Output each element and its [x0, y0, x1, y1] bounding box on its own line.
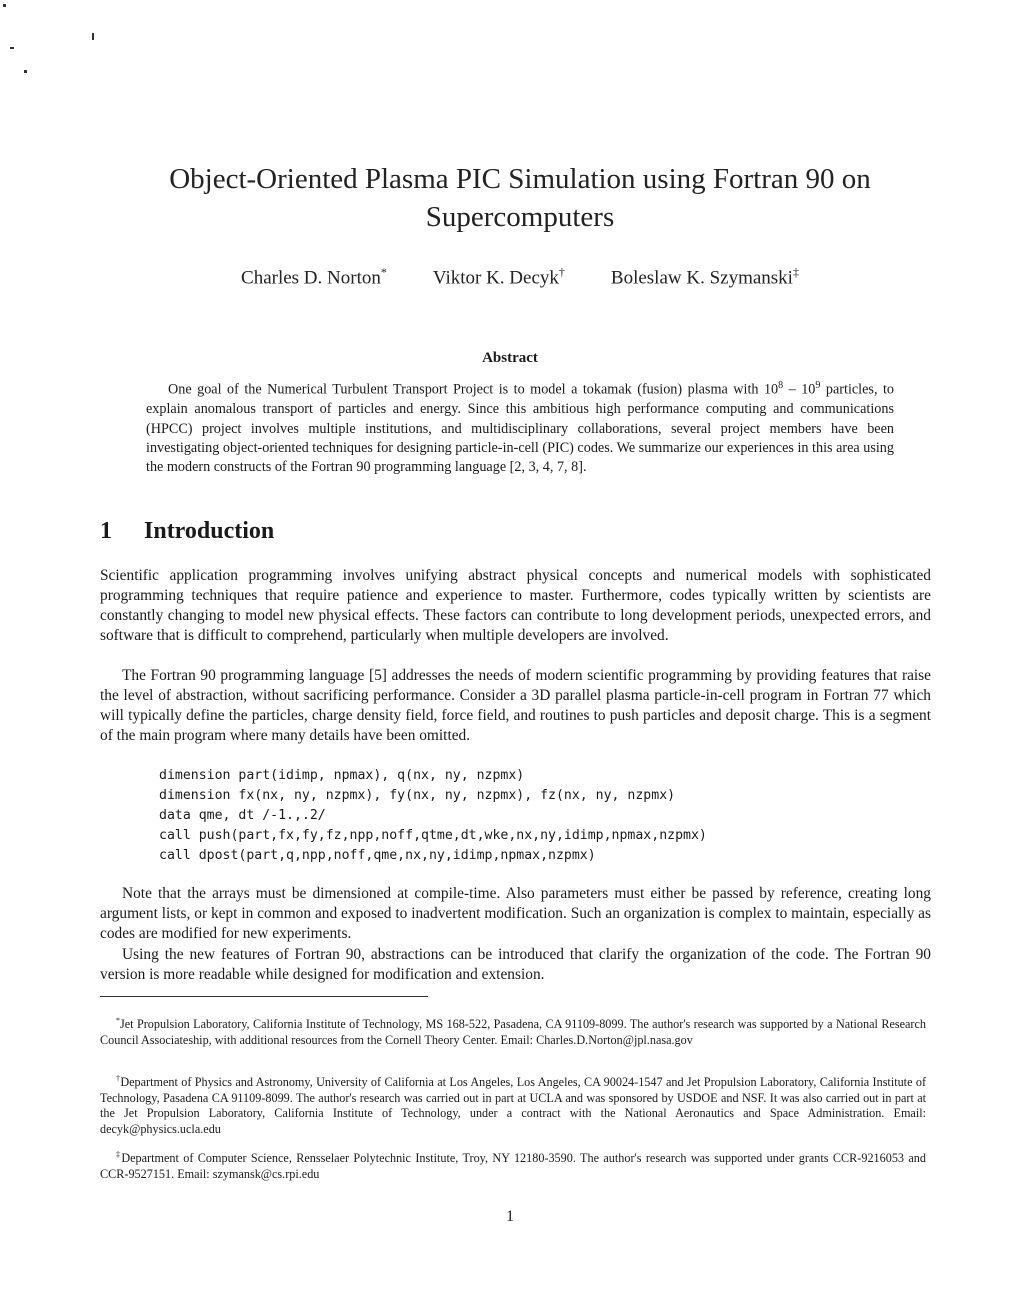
footnote-text: Department of Physics and Astronomy, University of California at Los Angeles, Los Angeles, CA 90024-1547 and Jet Propulsion Laboratory, California Institute of Technology, Pasadena CA 91109-8099. The author's research was carried out in part at UCLA and was sponsored by USDOE and NSF. It was also carried out in part at the Jet Propulsion Laboratory, California Institute of Technology, under a contract with the National Aeronautics and Space Administration. Email: decyk@physics.ucla.edu — [100, 1075, 926, 1136]
footnote-mark: † — [116, 1074, 121, 1083]
code-line: call push(part,fx,fy,fz,npp,noff,qtme,dt,wke,nx,ny,idimp,npmax,nzpmx) — [159, 828, 707, 843]
author-mark: ‡ — [792, 265, 799, 279]
paragraph-4: Using the new features of Fortran 90, abstractions can be introduced that clarify the organization of the code. The Fortran 90 version is more readable while designed for modification and extension. — [100, 946, 931, 983]
author-norton — [241, 265, 387, 289]
section-title: Introduction — [144, 518, 275, 544]
abstract-exponent: 9 — [815, 380, 821, 391]
abstract-segment: particles, to explain anomalous transport of particles and energy. Since this ambitious high performance computing and communications (HPCC) project involves multiple institutions, and multidisciplinary collaborations, several project members have been investigating object-oriented techniques for designing particle-in-cell (PIC) codes. We summarize our experiences in this area using the modern constructs of the Fortran 90 programming language [2, 3, 4, 7, 8]. — [146, 381, 895, 476]
footnote-decyk — [100, 1071, 926, 1137]
code-listing — [159, 766, 707, 866]
abstract-segment: One goal of the Numerical Turbulent Transport Project is to model a tokamak (fusion) plasma with 10 — [168, 381, 779, 398]
footnote-rule — [100, 996, 428, 997]
section-heading-introduction — [100, 518, 274, 545]
code-line: call dpost(part,q,npp,noff,qme,nx,ny,idimp,npmax,nzpmx) — [159, 848, 596, 863]
title-line-1: Object-Oriented Plasma PIC Simulation using Fortran 90 on — [169, 163, 871, 195]
footnote-szymanski — [100, 1147, 926, 1182]
code-line: dimension part(idimp, npmax), q(nx, ny, nzpmx) — [159, 768, 525, 783]
author-mark: * — [380, 265, 387, 279]
author-list — [100, 265, 940, 289]
footnote-text: Jet Propulsion Laboratory, California Institute of Technology, MS 168-522, Pasadena, CA 91109-8099. The author's research was supported by a National Research Council Associateship, with additional resources from the Cornell Theory Center. Email: Charles.D.Norton@jpl.nasa.gov — [100, 1017, 926, 1047]
author-name: Boleslaw K. Szymanski — [610, 267, 793, 289]
abstract-text — [146, 376, 894, 478]
paper-title — [100, 160, 940, 236]
title-line-2: Supercomputers — [425, 201, 615, 233]
footnote-text: Department of Computer Science, Rensselaer Polytechnic Institute, Troy, NY 12180-3590. The author's research was supported under grants CCR-9216053 and CCR-9527151. Email: szymansk@cs.rpi.edu — [100, 1151, 926, 1181]
paragraph-3: Note that the arrays must be dimensioned at compile-time. Also parameters must either be passed by reference, creating long argument lists, or kept in common and exposed to inadvertent modification. Such an organization is complex to maintain, especially as codes are modified for new experiments. — [100, 885, 931, 942]
paragraph-2: The Fortran 90 programming language [5] addresses the needs of modern scientific programming by providing features that raise the level of abstraction, without sacrificing performance. Consider a 3D parallel plasma particle-in-cell program in Fortran 77 which will typically define the particles, charge density field, force field, and routines to push particles and deposit charge. This is a segment of the main program where many details have been omitted. — [100, 667, 931, 744]
code-line: dimension fx(nx, ny, nzpmx), fy(nx, ny, nzpmx), fz(nx, ny, nzpmx) — [159, 788, 676, 803]
footnote-mark: ‡ — [116, 1150, 122, 1159]
section-number: 1 — [100, 518, 112, 544]
abstract-segment: – 10 — [783, 381, 816, 398]
footnote-mark: * — [116, 1016, 120, 1025]
author-name: Charles D. Norton — [241, 267, 381, 289]
author-szymanski — [611, 265, 799, 289]
abstract-heading: Abstract — [482, 350, 538, 366]
author-name: Viktor K. Decyk — [432, 267, 559, 289]
author-mark: † — [558, 265, 565, 279]
abstract-exponent: 8 — [778, 380, 784, 391]
author-decyk — [433, 265, 565, 289]
page-number: 1 — [506, 1208, 514, 1225]
paragraph-1: Scientific application programming involves unifying abstract physical concepts and numerical models with sophisticated programming techniques that require patience and experience to master. Furthermore, codes typically written by scientists are constantly changing to model new physical effects. These factors can contribute to long development periods, unexpected errors, and software that is difficult to comprehend, particularly when multiple developers are involved. — [100, 567, 931, 644]
code-line: data qme, dt /-1.,.2/ — [159, 808, 326, 823]
footnote-norton — [100, 1013, 926, 1048]
